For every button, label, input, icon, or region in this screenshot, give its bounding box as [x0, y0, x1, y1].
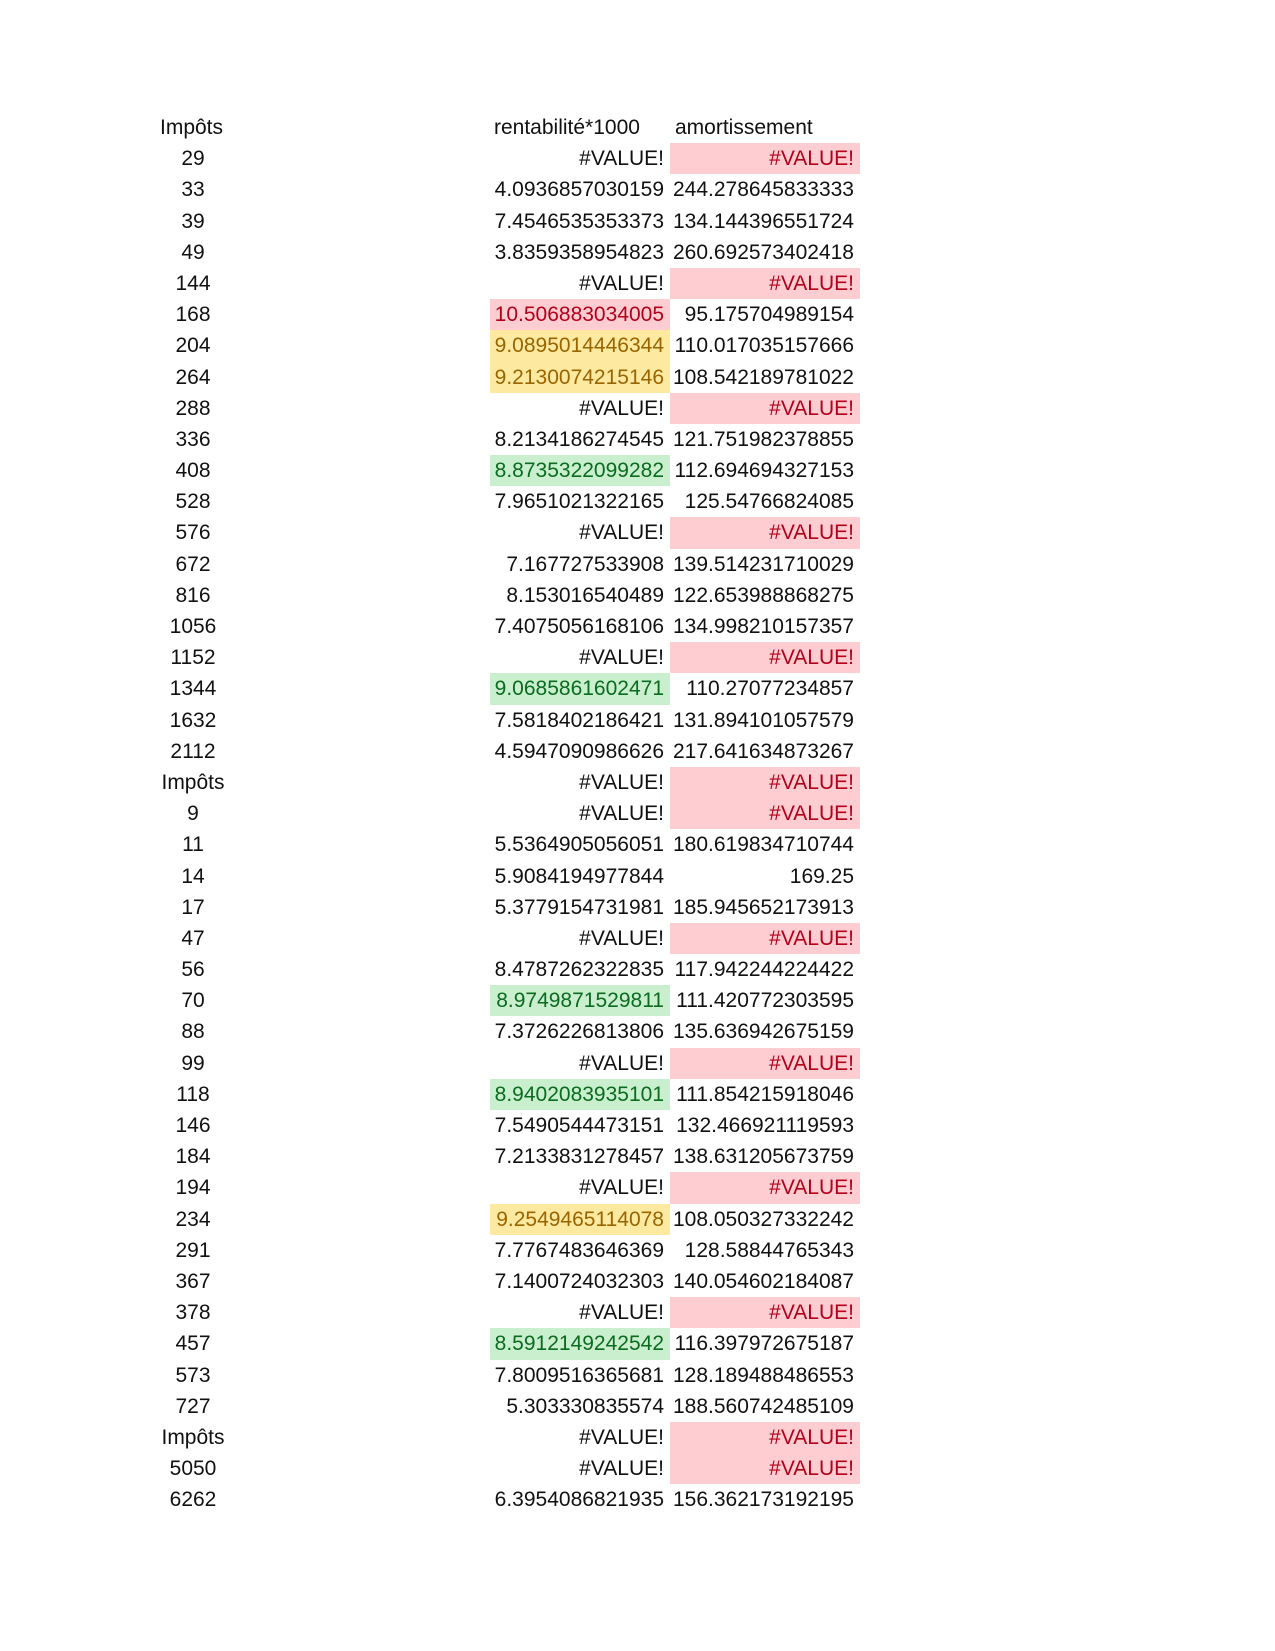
cell-amortissement: 244.278645833333	[672, 178, 854, 202]
cell-amortissement: 95.175704989154	[684, 303, 854, 327]
cell-amortissement: 260.692573402418	[672, 240, 854, 264]
cell-rentabilite: #VALUE!	[579, 271, 664, 295]
header-amortissement: amortissement	[675, 116, 813, 139]
cell-impots: 184	[175, 1145, 211, 1169]
cell-impots: 576	[175, 521, 211, 545]
table-row	[0, 1297, 1275, 1328]
header-impots: Impôts	[160, 116, 224, 139]
cell-amortissement: 128.58844765343	[684, 1238, 854, 1262]
cell-amortissement: 111.854215918046	[676, 1082, 854, 1106]
cell-rentabilite: 7.5490544473151	[494, 1114, 664, 1137]
table-row	[0, 1484, 1275, 1515]
cell-amortissement: 112.694694327153	[674, 459, 854, 483]
table-row	[0, 985, 1275, 1016]
cell-rentabilite: 8.5912149242542	[490, 1328, 670, 1359]
cell-rentabilite: 3.8359358954823	[494, 240, 664, 264]
cell-impots: 672	[175, 552, 211, 576]
table-row	[0, 611, 1275, 642]
cell-impots: 168	[175, 303, 211, 327]
table-row	[0, 580, 1275, 611]
cell-impots: 264	[175, 365, 211, 389]
table-row	[0, 299, 1275, 330]
cell-impots: 99	[181, 1051, 205, 1075]
cell-amortissement: #VALUE!	[670, 1422, 860, 1453]
cell-impots: 378	[175, 1301, 211, 1325]
cell-rentabilite: 7.4546535353373	[494, 209, 664, 233]
cell-amortissement: #VALUE!	[670, 1297, 860, 1328]
table-row	[0, 237, 1275, 268]
cell-impots: 1056	[169, 615, 217, 638]
cell-rentabilite: 9.0895014446344	[490, 330, 670, 361]
cell-rentabilite: #VALUE!	[579, 646, 664, 670]
table-row	[0, 1328, 1275, 1359]
cell-amortissement: #VALUE!	[670, 798, 860, 829]
cell-rentabilite: 7.3726226813806	[494, 1020, 664, 1044]
cell-amortissement: #VALUE!	[670, 1453, 860, 1484]
table-row	[0, 143, 1275, 174]
cell-impots: 5050	[169, 1457, 217, 1481]
cell-amortissement: 188.560742485109	[672, 1394, 854, 1418]
cell-rentabilite: 9.2549465114078	[490, 1204, 670, 1235]
cell-impots: 336	[175, 427, 211, 451]
table-row	[0, 1235, 1275, 1266]
cell-rentabilite: 9.2130074215146	[490, 362, 670, 393]
cell-amortissement: #VALUE!	[670, 268, 860, 299]
cell-impots: 457	[175, 1332, 211, 1356]
cell-amortissement: 135.636942675159	[672, 1020, 854, 1044]
cell-amortissement: 122.653988868275	[672, 583, 854, 607]
cell-rentabilite: 7.9651021322165	[494, 490, 664, 514]
cell-impots: 194	[175, 1176, 211, 1200]
table-row	[0, 705, 1275, 736]
cell-amortissement: 140.054602184087	[672, 1269, 854, 1293]
header-row	[0, 112, 1275, 143]
cell-rentabilite: 5.9084194977844	[494, 864, 664, 888]
table-row	[0, 829, 1275, 860]
cell-rentabilite: 5.3779154731981	[494, 895, 664, 919]
cell-rentabilite: 4.0936857030159	[494, 178, 664, 202]
cell-impots: 1344	[169, 677, 217, 701]
table-row	[0, 362, 1275, 393]
cell-rentabilite: 7.1400724032303	[494, 1269, 664, 1293]
cell-impots: 1632	[169, 708, 217, 732]
table-row	[0, 1016, 1275, 1047]
table-body	[0, 143, 1275, 1515]
cell-rentabilite: #VALUE!	[579, 926, 664, 950]
cell-rentabilite: #VALUE!	[579, 1176, 664, 1200]
spreadsheet	[0, 112, 1275, 1515]
cell-impots: 47	[181, 926, 205, 950]
cell-rentabilite: #VALUE!	[579, 1425, 664, 1449]
cell-impots: 11	[182, 833, 204, 857]
cell-impots: 17	[181, 895, 205, 919]
cell-amortissement: 117.942244224422	[674, 958, 854, 982]
cell-impots: Impôts	[161, 1425, 225, 1449]
cell-amortissement: 180.619834710744	[672, 833, 854, 857]
cell-amortissement: #VALUE!	[670, 767, 860, 798]
cell-rentabilite: 7.5818402186421	[494, 708, 664, 732]
cell-impots: 2112	[170, 739, 216, 763]
table-row	[0, 798, 1275, 829]
cell-impots: 528	[175, 490, 211, 514]
table-row	[0, 1048, 1275, 1079]
cell-amortissement: 185.945652173913	[672, 895, 854, 919]
cell-amortissement: 169.25	[789, 864, 854, 888]
cell-amortissement: #VALUE!	[670, 143, 860, 174]
cell-rentabilite: 7.8009516365681	[494, 1363, 664, 1387]
cell-rentabilite: 8.9749871529811	[490, 985, 670, 1016]
table-row	[0, 736, 1275, 767]
cell-impots: 816	[175, 583, 211, 607]
cell-rentabilite: 6.3954086821935	[494, 1488, 664, 1512]
cell-rentabilite: 7.2133831278457	[494, 1145, 664, 1169]
table-row	[0, 1141, 1275, 1172]
cell-impots: 573	[175, 1363, 211, 1387]
cell-amortissement: #VALUE!	[670, 1048, 860, 1079]
cell-rentabilite: #VALUE!	[579, 396, 664, 420]
cell-amortissement: #VALUE!	[670, 1172, 860, 1203]
cell-amortissement: 108.542189781022	[672, 365, 854, 389]
table-row	[0, 1110, 1275, 1141]
cell-impots: 408	[175, 459, 211, 483]
cell-rentabilite: 8.9402083935101	[490, 1079, 670, 1110]
cell-rentabilite: #VALUE!	[579, 770, 664, 794]
cell-impots: 291	[175, 1238, 211, 1262]
cell-rentabilite: #VALUE!	[579, 147, 664, 171]
table-row	[0, 393, 1275, 424]
cell-impots: 88	[181, 1020, 205, 1044]
table-row	[0, 1453, 1275, 1484]
cell-amortissement: 125.54766824085	[684, 490, 854, 514]
table-row	[0, 206, 1275, 237]
cell-amortissement: #VALUE!	[670, 642, 860, 673]
table-row	[0, 1391, 1275, 1422]
cell-amortissement: 138.631205673759	[672, 1145, 854, 1169]
table-row	[0, 861, 1275, 892]
cell-amortissement: 128.189488486553	[672, 1363, 854, 1387]
cell-amortissement: 131.894101057579	[672, 708, 854, 732]
table-row	[0, 174, 1275, 205]
table-row	[0, 330, 1275, 361]
cell-amortissement: #VALUE!	[670, 923, 860, 954]
table-row	[0, 424, 1275, 455]
table-row	[0, 549, 1275, 580]
cell-rentabilite: 7.4075056168106	[494, 615, 664, 638]
table-row	[0, 892, 1275, 923]
cell-rentabilite: 10.506883034005	[490, 299, 670, 330]
table-row	[0, 1204, 1275, 1235]
cell-amortissement: 134.144396551724	[672, 209, 854, 233]
cell-rentabilite: #VALUE!	[579, 1301, 664, 1325]
table-row	[0, 767, 1275, 798]
cell-impots: 39	[181, 209, 205, 233]
cell-impots: 29	[181, 147, 205, 171]
table-row	[0, 455, 1275, 486]
cell-rentabilite: #VALUE!	[579, 1457, 664, 1481]
table-row	[0, 1172, 1275, 1203]
table-row	[0, 268, 1275, 299]
cell-impots: 288	[175, 396, 211, 420]
cell-impots: 1152	[170, 646, 216, 670]
cell-rentabilite: 8.4787262322835	[494, 958, 664, 982]
table-row	[0, 1360, 1275, 1391]
table-row	[0, 923, 1275, 954]
cell-amortissement: 139.514231710029	[672, 552, 854, 576]
cell-amortissement: 110.017035157666	[674, 334, 854, 358]
cell-amortissement: 134.998210157357	[672, 615, 854, 638]
cell-rentabilite: 7.167727533908	[506, 552, 664, 576]
cell-impots: 118	[176, 1082, 210, 1106]
table-row	[0, 486, 1275, 517]
cell-impots: 144	[175, 271, 211, 295]
cell-amortissement: 132.466921119593	[676, 1114, 854, 1137]
cell-impots: 234	[175, 1207, 211, 1231]
cell-rentabilite: #VALUE!	[579, 521, 664, 545]
cell-amortissement: #VALUE!	[670, 517, 860, 548]
cell-impots: 6262	[169, 1488, 217, 1512]
cell-impots: 49	[181, 240, 205, 264]
cell-impots: 70	[181, 989, 205, 1013]
cell-rentabilite: 7.7767483646369	[494, 1238, 664, 1262]
cell-rentabilite: 8.2134186274545	[494, 427, 664, 451]
cell-impots: 146	[175, 1114, 211, 1137]
cell-impots: 56	[181, 958, 205, 982]
cell-rentabilite: 5.5364905056051	[494, 833, 664, 857]
table-row	[0, 673, 1275, 704]
cell-amortissement: #VALUE!	[670, 393, 860, 424]
table-row	[0, 1266, 1275, 1297]
cell-impots: 727	[175, 1394, 211, 1418]
cell-impots: 204	[175, 334, 211, 358]
cell-impots: 367	[175, 1269, 211, 1293]
table-row	[0, 954, 1275, 985]
cell-amortissement: 110.27077234857	[686, 677, 854, 701]
cell-rentabilite: #VALUE!	[579, 802, 664, 826]
cell-amortissement: 116.397972675187	[674, 1332, 854, 1356]
cell-amortissement: 156.362173192195	[672, 1488, 854, 1512]
table-row	[0, 517, 1275, 548]
cell-impots: 14	[181, 864, 205, 888]
table-row	[0, 1079, 1275, 1110]
cell-rentabilite: 4.5947090986626	[494, 739, 664, 763]
header-rentabilite: rentabilité*1000	[494, 116, 640, 139]
cell-rentabilite: 9.0685861602471	[490, 673, 670, 704]
cell-rentabilite: 8.8735322099282	[490, 455, 670, 486]
cell-rentabilite: 5.303330835574	[506, 1394, 664, 1418]
table-row	[0, 642, 1275, 673]
cell-impots: 33	[181, 178, 205, 202]
cell-amortissement: 121.751982378855	[672, 427, 854, 451]
cell-amortissement: 111.420772303595	[676, 989, 854, 1013]
cell-rentabilite: 8.153016540489	[506, 583, 664, 607]
cell-rentabilite: #VALUE!	[579, 1051, 664, 1075]
cell-amortissement: 217.641634873267	[672, 739, 854, 763]
cell-impots: Impôts	[161, 770, 225, 794]
cell-amortissement: 108.050327332242	[672, 1207, 854, 1231]
cell-impots: 9	[187, 802, 199, 826]
table-row	[0, 1422, 1275, 1453]
